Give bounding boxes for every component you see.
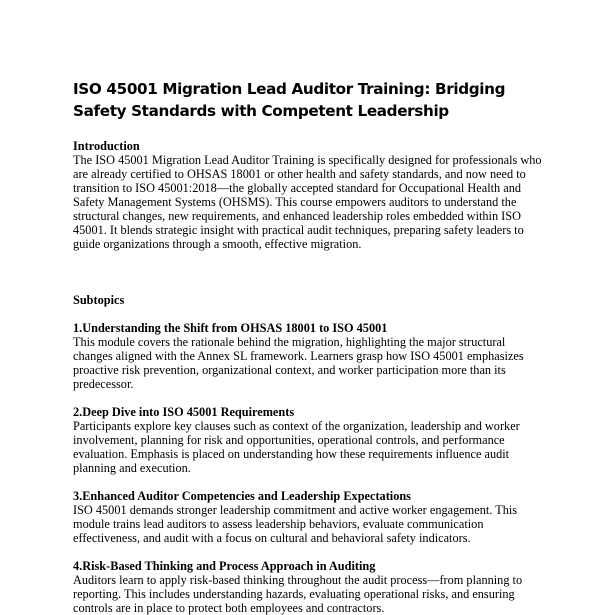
introduction-section [73,139,543,251]
subtopic-section [73,321,543,391]
introduction-heading: Introduction [73,139,140,153]
document-title: ISO 45001 Migration Lead Auditor Training: Bridging Safety Standards with Competent Leadership [73,80,506,120]
subtopic-section [73,405,543,475]
subtopic-heading: 4.Risk-Based Thinking and Process Approach in Auditing [73,559,376,573]
subtopic-heading: 3.Enhanced Auditor Competencies and Leadership Expectations [73,489,411,503]
subtopic-body: Participants explore key clauses such as context of the organization, leadership and worker involvement, planning for risk and opportunities, operational controls, and performance evaluation. Emphasis is placed on understanding how these requirements influence audit planning and execution. [73,419,520,475]
subtopics-heading: Subtopics [73,293,125,307]
document-page [73,78,543,615]
subtopic-section [73,489,543,545]
introduction-body: The ISO 45001 Migration Lead Auditor Training is specifically designed for professionals who are already certified to OHSAS 18001 or other health and safety standards, and now need to transition to ISO 45001:2018—the globally accepted standard for Occupational Health and Safety Management Systems (OHSMS). This course empowers auditors to understand the structural changes, new requirements, and enhanced leadership roles embedded within ISO 45001. It blends strategic insight with practical audit techniques, preparing safety leaders to guide organizations through a smooth, effective migration. [73,153,542,251]
subtopic-heading: 2.Deep Dive into ISO 45001 Requirements [73,405,295,419]
subtopic-heading: 1.Understanding the Shift from OHSAS 18001 to ISO 45001 [73,321,388,335]
subtopic-body: ISO 45001 demands stronger leadership commitment and active worker engagement. This module trains lead auditors to assess leadership behaviors, evaluate communication effectiveness, and audit with a focus on cultural and behavioral safety indicators. [73,503,518,545]
subtopic-body: This module covers the rationale behind the migration, highlighting the major structural changes aligned with the Annex SL framework. Learners grasp how ISO 45001 emphasizes proactive risk prevention, organizational context, and worker participation more than its predecessor. [73,335,524,391]
subtopic-section [73,559,543,615]
subtopic-body: Auditors learn to apply risk-based thinking throughout the audit process—from planning to reporting. This includes understanding hazards, evaluating operational risks, and ensuring controls are in place to protect both employees and contractors. [73,573,523,615]
